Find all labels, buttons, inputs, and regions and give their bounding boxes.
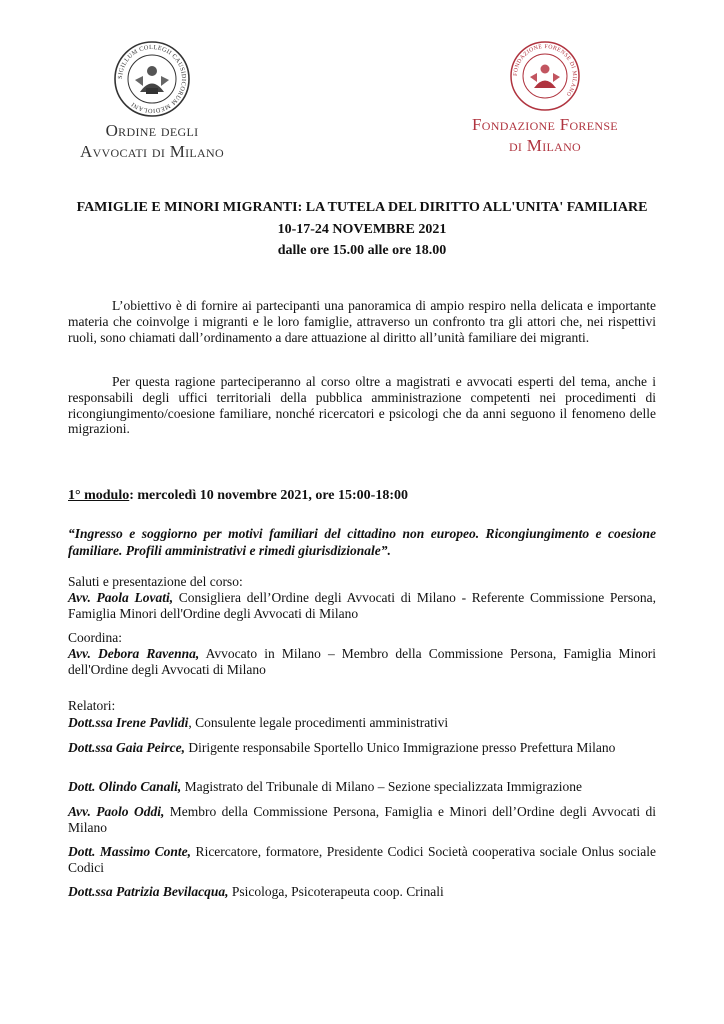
speaker-role: Dirigente responsabile Sportello Unico Immigrazione presso Prefettura Milano (185, 740, 616, 755)
speaker-role: , Consulente legale procedimenti amministrativi (188, 715, 449, 730)
seal-icon (509, 40, 581, 112)
speaker-role: Ricercatore, formatore, Presidente Codici Società cooperativa sociale Onlus sociale Codici (68, 844, 656, 875)
module-number: 1° modulo (68, 488, 130, 503)
relatori-label: Relatori: (68, 698, 116, 713)
speaker-name: Avv. Paolo Oddi, (68, 804, 165, 819)
fondazione-forense-logo (470, 40, 620, 154)
saluti-label: Saluti e presentazione del corso: (68, 574, 243, 589)
seal-text: FONDAZIONE FORENSE DI MILANO (512, 43, 578, 98)
relatore-item (68, 884, 656, 900)
coordina-section (68, 630, 656, 678)
speaker-role: Membro della Commissione Persona, Famiglia e Minori dell’Ordine degli Avvocati di Milano (68, 804, 657, 835)
speaker-name: Avv. Debora Ravenna, (68, 646, 200, 661)
relatore-item (68, 804, 656, 836)
speaker-role: Avvocato in Milano – Membro della Commissione Persona, Famiglia Minori dell'Ordine degli Avvocati di Milano (68, 646, 656, 677)
speaker-name: Dott.ssa Irene Pavlidi (68, 715, 189, 730)
relatore-item (68, 779, 656, 795)
speaker-role: Magistrato del Tribunale di Milano – Sezione specializzata Immigrazione (181, 779, 583, 794)
logo-line-2: Avvocati di Milano (80, 142, 224, 161)
relatore-item (68, 844, 656, 876)
intro-paragraph-2: Per questa ragione parteciperanno al corso oltre a magistrati e avvocati esperti del tema, anche i responsabili degli uffici territoriali della pubblica amministrazione competenti nei procedimenti di ricongiungimento/coesione familiare, nonché ricercatori e psicologi che da anni seguono il fenomeno delle migrazioni. (68, 374, 656, 437)
logo-line-1: Fondazione Forense (472, 115, 618, 134)
seal-icon (113, 40, 191, 118)
saluti-section (68, 574, 656, 622)
coordina-label: Coordina: (68, 630, 122, 645)
speaker-name: Avv. Paola Lovati, (68, 590, 174, 605)
logo-line-2: di Milano (508, 136, 582, 155)
logo-line-1: Ordine degli (105, 121, 199, 140)
event-dates: 10-17-24 NOVEMBRE 2021 (277, 222, 447, 237)
intro-paragraph-1: L’obiettivo è di fornire ai partecipanti una panoramica di ampio respiro nella delicata e importante materia che coinvolge i migranti e le loro famiglie, attraverso un confronto tra gli attori che, nei rispettivi ruoli, sono chiamati dall’ordinamento a dare attuazione al diritto all’unità familiare dei migranti. (68, 298, 656, 345)
speaker-name: Dott. Olindo Canali, (68, 779, 182, 794)
event-title: FAMIGLIE E MINORI MIGRANTI: LA TUTELA DEL DIRITTO ALL'UNITA' FAMILIARE (76, 200, 648, 215)
speaker-name: Dott.ssa Gaia Peirce, (68, 740, 185, 755)
module-when: : mercoledì 10 novembre 2021, ore 15:00-18:00 (129, 488, 409, 503)
speaker-name: Dott.ssa Patrizia Bevilacqua, (68, 884, 229, 899)
seal-text: SIGILLUM COLLEGII CAUSIDICORUM MEDIOLANI (116, 43, 188, 115)
module-title: “Ingresso e soggiorno per motivi familiari del cittadino non europeo. Ricongiungimento e coesione familiare. Profili amministrativi e rimedi giurisdizionale”. (68, 526, 656, 558)
speaker-role: Psicologa, Psicoterapeuta coop. Crinali (228, 884, 444, 899)
event-hours: dalle ore 15.00 alle ore 18.00 (277, 243, 447, 258)
relatore-item (68, 740, 656, 756)
speaker-role: Consigliera dell’Ordine degli Avvocati di Milano - Referente Commissione Persona, Famiglia Minori dell'Ordine degli Avvocati di Milano (68, 590, 656, 621)
speaker-name: Dott. Massimo Conte, (68, 844, 192, 859)
relatore-item (68, 715, 656, 731)
ordine-avvocati-logo (72, 40, 232, 160)
module-heading (68, 488, 408, 504)
